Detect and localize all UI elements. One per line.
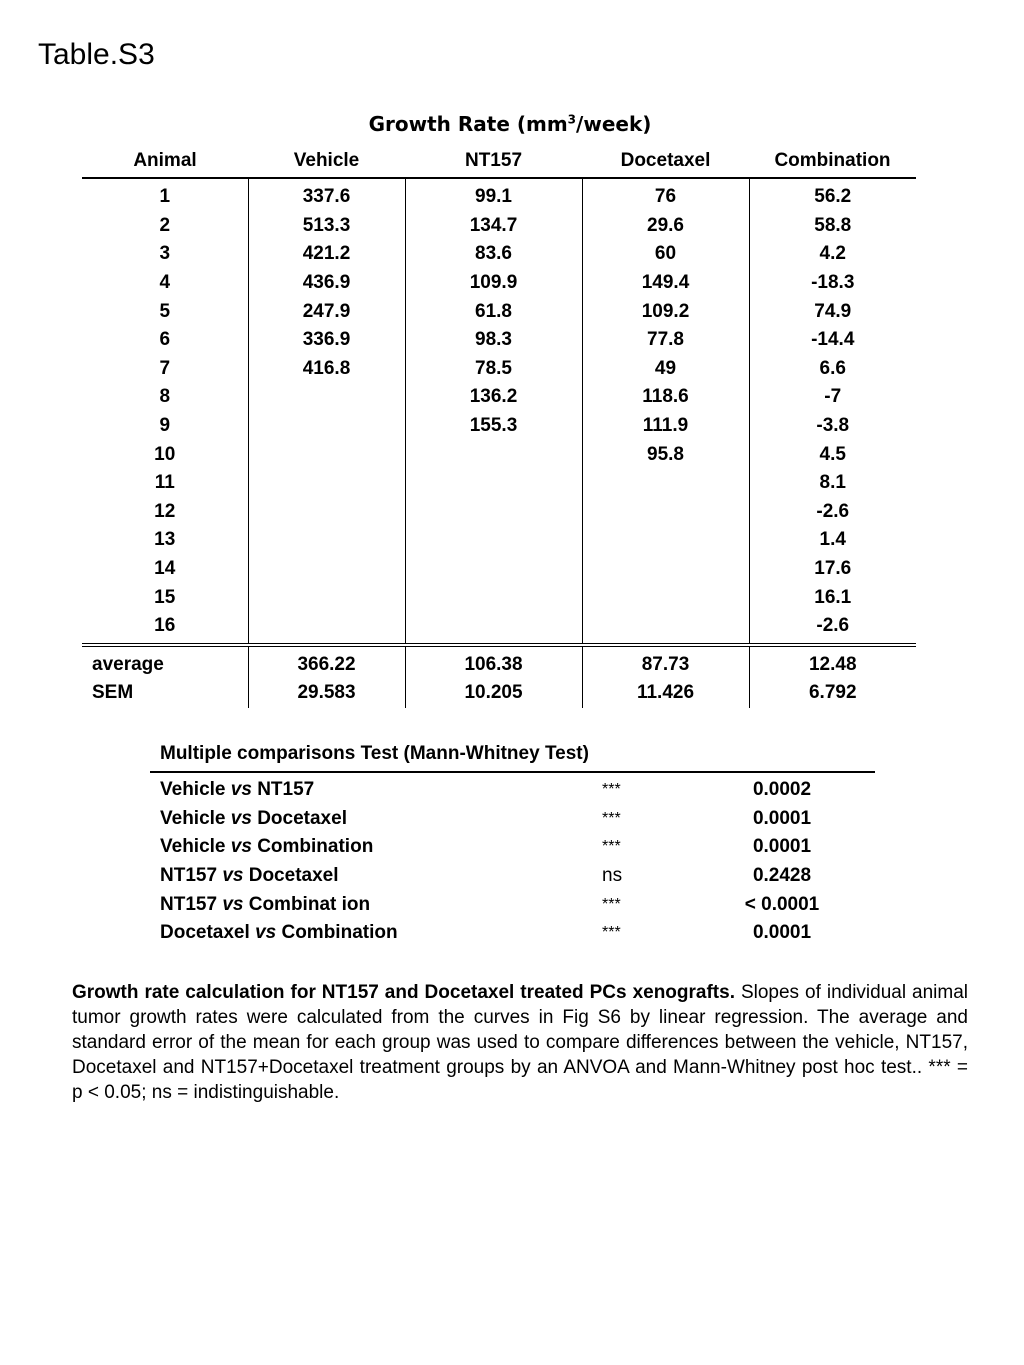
- value-cell: 8.1: [749, 469, 916, 498]
- value-cell: 56.2: [749, 178, 916, 212]
- value-cell: 513.3: [248, 212, 405, 241]
- value-cell: 421.2: [248, 240, 405, 269]
- table-row: [82, 326, 916, 355]
- significance-cell: ***: [602, 924, 621, 942]
- value-cell: 76: [582, 178, 749, 212]
- p-value-cell: 0.0001: [752, 807, 812, 829]
- value-cell: 29.6: [582, 212, 749, 241]
- comparisons-rule: [150, 771, 875, 773]
- table-row: [82, 440, 916, 469]
- value-cell: 109.2: [582, 297, 749, 326]
- comparisons-title: Multiple comparisons Test (Mann-Whitney Test): [160, 743, 589, 764]
- value-cell: -3.8: [749, 412, 916, 441]
- animal-cell: 5: [159, 300, 171, 322]
- comparison-row: [160, 919, 842, 948]
- value-cell: [405, 526, 582, 555]
- value-cell: 436.9: [248, 269, 405, 298]
- table-row: [82, 612, 916, 645]
- value-cell: [248, 383, 405, 412]
- significance-cell: ***: [602, 781, 621, 799]
- animal-cell: 2: [159, 214, 171, 236]
- comparison-vs: vs: [222, 893, 244, 915]
- value-cell: 95.8: [582, 440, 749, 469]
- comparison-group-b: NT157: [257, 779, 315, 801]
- document-label: Table.S3: [38, 38, 155, 71]
- comparison-vs: vs: [230, 779, 252, 801]
- comparison-row: [160, 776, 842, 805]
- value-cell: 416.8: [248, 355, 405, 384]
- table-row: [82, 240, 916, 269]
- table-row: [82, 212, 916, 241]
- comparison-group-a: NT157: [160, 893, 218, 915]
- value-cell: [248, 498, 405, 527]
- value-cell: 337.6: [248, 178, 405, 212]
- animal-cell: 12: [154, 500, 176, 522]
- value-cell: 155.3: [405, 412, 582, 441]
- table-row: [82, 498, 916, 527]
- value-cell: -2.6: [749, 498, 916, 527]
- comparisons-table-body: [160, 776, 842, 948]
- value-cell: 83.6: [405, 240, 582, 269]
- value-cell: [405, 583, 582, 612]
- value-cell: -14.4: [749, 326, 916, 355]
- animal-cell: 13: [154, 529, 176, 551]
- p-value-cell: 0.2428: [752, 865, 812, 887]
- comparison-group-a: Vehicle: [160, 836, 226, 858]
- value-cell: [582, 498, 749, 527]
- header-vehicle: Vehicle: [248, 145, 405, 178]
- value-cell: [582, 526, 749, 555]
- comparison-label: [160, 890, 602, 919]
- significance-cell: ns: [602, 865, 623, 887]
- summary-value: 12.48: [749, 645, 916, 680]
- animal-cell: 11: [154, 472, 175, 494]
- p-value-cell: 0.0001: [752, 922, 812, 944]
- value-cell: -18.3: [749, 269, 916, 298]
- summary-value: 366.22: [248, 645, 405, 680]
- comparison-group-b: Docetaxel: [248, 865, 339, 887]
- value-cell: [248, 469, 405, 498]
- animal-cell: 7: [159, 357, 171, 379]
- value-cell: [405, 612, 582, 645]
- comparison-group-a: Vehicle: [160, 779, 226, 801]
- value-cell: 4.5: [749, 440, 916, 469]
- comparison-vs: vs: [222, 865, 244, 887]
- value-cell: [405, 469, 582, 498]
- value-cell: -7: [749, 383, 916, 412]
- value-cell: 1.4: [749, 526, 916, 555]
- significance-cell: ***: [602, 895, 621, 913]
- value-cell: [405, 498, 582, 527]
- value-cell: [248, 555, 405, 584]
- summary-value: 10.205: [405, 679, 582, 708]
- comparison-row: [160, 862, 842, 891]
- value-cell: 111.9: [582, 412, 749, 441]
- comparison-label: [160, 833, 602, 862]
- summary-label: average: [92, 653, 164, 675]
- value-cell: 77.8: [582, 326, 749, 355]
- value-cell: 98.3: [405, 326, 582, 355]
- animal-cell: 14: [154, 558, 176, 580]
- value-cell: 336.9: [248, 326, 405, 355]
- comparison-row: [160, 890, 842, 919]
- comparisons-table: [160, 776, 842, 948]
- comparison-row: [160, 805, 842, 834]
- p-value-cell: < 0.0001: [744, 893, 820, 915]
- value-cell: [248, 526, 405, 555]
- value-cell: 99.1: [405, 178, 582, 212]
- value-cell: [582, 555, 749, 584]
- summary-label: SEM: [92, 682, 134, 704]
- value-cell: 6.6: [749, 355, 916, 384]
- table-row: [82, 526, 916, 555]
- value-cell: [405, 440, 582, 469]
- growth-rate-table: [82, 145, 916, 708]
- table-row: [82, 269, 916, 298]
- value-cell: [582, 583, 749, 612]
- value-cell: 61.8: [405, 297, 582, 326]
- value-cell: 247.9: [248, 297, 405, 326]
- summary-row: [82, 679, 916, 708]
- significance-cell: ***: [602, 809, 621, 827]
- table-row: [82, 555, 916, 584]
- comparison-label: [160, 919, 602, 948]
- value-cell: 49: [582, 355, 749, 384]
- comparison-group-b: Combination: [281, 922, 398, 944]
- value-cell: -2.6: [749, 612, 916, 645]
- table-caption: [72, 980, 968, 1105]
- value-cell: [248, 412, 405, 441]
- summary-value: 11.426: [582, 679, 749, 708]
- summary-value: 87.73: [582, 645, 749, 680]
- table-row: [82, 412, 916, 441]
- animal-cell: 9: [159, 415, 171, 437]
- p-value-cell: 0.0002: [752, 779, 812, 801]
- header-nt157: NT157: [405, 145, 582, 178]
- table-row: [82, 469, 916, 498]
- value-cell: [248, 583, 405, 612]
- value-cell: 149.4: [582, 269, 749, 298]
- value-cell: 74.9: [749, 297, 916, 326]
- summary-value: 29.583: [248, 679, 405, 708]
- animal-cell: 1: [159, 186, 171, 208]
- value-cell: [248, 440, 405, 469]
- animal-cell: 16: [82, 612, 248, 645]
- value-cell: [582, 469, 749, 498]
- value-cell: 17.6: [749, 555, 916, 584]
- header-combination: Combination: [749, 145, 916, 178]
- p-value-cell: 0.0001: [752, 836, 812, 858]
- caption-bold-title: Growth rate calculation for NT157 and Docetaxel treated PCs xenografts.: [72, 982, 735, 1003]
- table-row: [82, 583, 916, 612]
- table-header-row: [82, 145, 916, 178]
- value-cell: 118.6: [582, 383, 749, 412]
- animal-cell: 10: [154, 443, 176, 465]
- table-row: [82, 355, 916, 384]
- value-cell: 134.7: [405, 212, 582, 241]
- growth-title-superscript: 3: [567, 112, 577, 127]
- animal-cell: 8: [159, 386, 171, 408]
- value-cell: 58.8: [749, 212, 916, 241]
- table-row: [82, 178, 916, 212]
- animal-cell: 15: [154, 586, 176, 608]
- animal-cell: 4: [159, 272, 171, 294]
- growth-rate-title: [0, 112, 1020, 136]
- header-animal: Animal: [82, 145, 248, 178]
- value-cell: 60: [582, 240, 749, 269]
- growth-rate-table-body: [82, 178, 916, 708]
- comparison-vs: vs: [255, 922, 277, 944]
- comparison-row: [160, 833, 842, 862]
- comparison-group-a: Vehicle: [160, 807, 226, 829]
- value-cell: 109.9: [405, 269, 582, 298]
- summary-row: [82, 645, 916, 680]
- value-cell: 16.1: [749, 583, 916, 612]
- animal-cell: 6: [159, 329, 171, 351]
- summary-value: 106.38: [405, 645, 582, 680]
- value-cell: 4.2: [749, 240, 916, 269]
- value-cell: 78.5: [405, 355, 582, 384]
- table-row: [82, 297, 916, 326]
- value-cell: 136.2: [405, 383, 582, 412]
- comparison-label: [160, 862, 602, 891]
- comparison-label: [160, 805, 602, 834]
- table-row: [82, 383, 916, 412]
- header-docetaxel: Docetaxel: [582, 145, 749, 178]
- comparison-label: [160, 776, 602, 805]
- comparison-group-a: Docetaxel: [160, 922, 250, 944]
- summary-value: 6.792: [749, 679, 916, 708]
- comparison-vs: vs: [230, 807, 252, 829]
- significance-cell: ***: [602, 838, 621, 856]
- growth-title-text: Growth Rate (mm: [368, 112, 568, 136]
- value-cell: [405, 555, 582, 584]
- comparison-group-b: Combination: [257, 836, 374, 858]
- caption-text: Slopes of individual animal tumor growth rates were calculated from the curves in Fig S6 by linear regression. The average and standard error of the mean for each group was used to compare differences between the vehicle, NT157, Docetaxel and NT157+Docetaxel treatment groups by an ANVOA and Mann-Whitney post hoc test.. *** = p < 0.05; ns = indistinguishable.: [72, 982, 969, 1103]
- value-cell: [582, 612, 749, 645]
- growth-title-tail: /week): [576, 112, 652, 136]
- comparison-group-b: Docetaxel: [257, 807, 347, 829]
- animal-cell: 3: [159, 243, 171, 265]
- value-cell: [248, 612, 405, 645]
- comparison-group-b: Combinat ion: [248, 893, 371, 915]
- comparison-vs: vs: [230, 836, 252, 858]
- comparison-group-a: NT157: [160, 865, 218, 887]
